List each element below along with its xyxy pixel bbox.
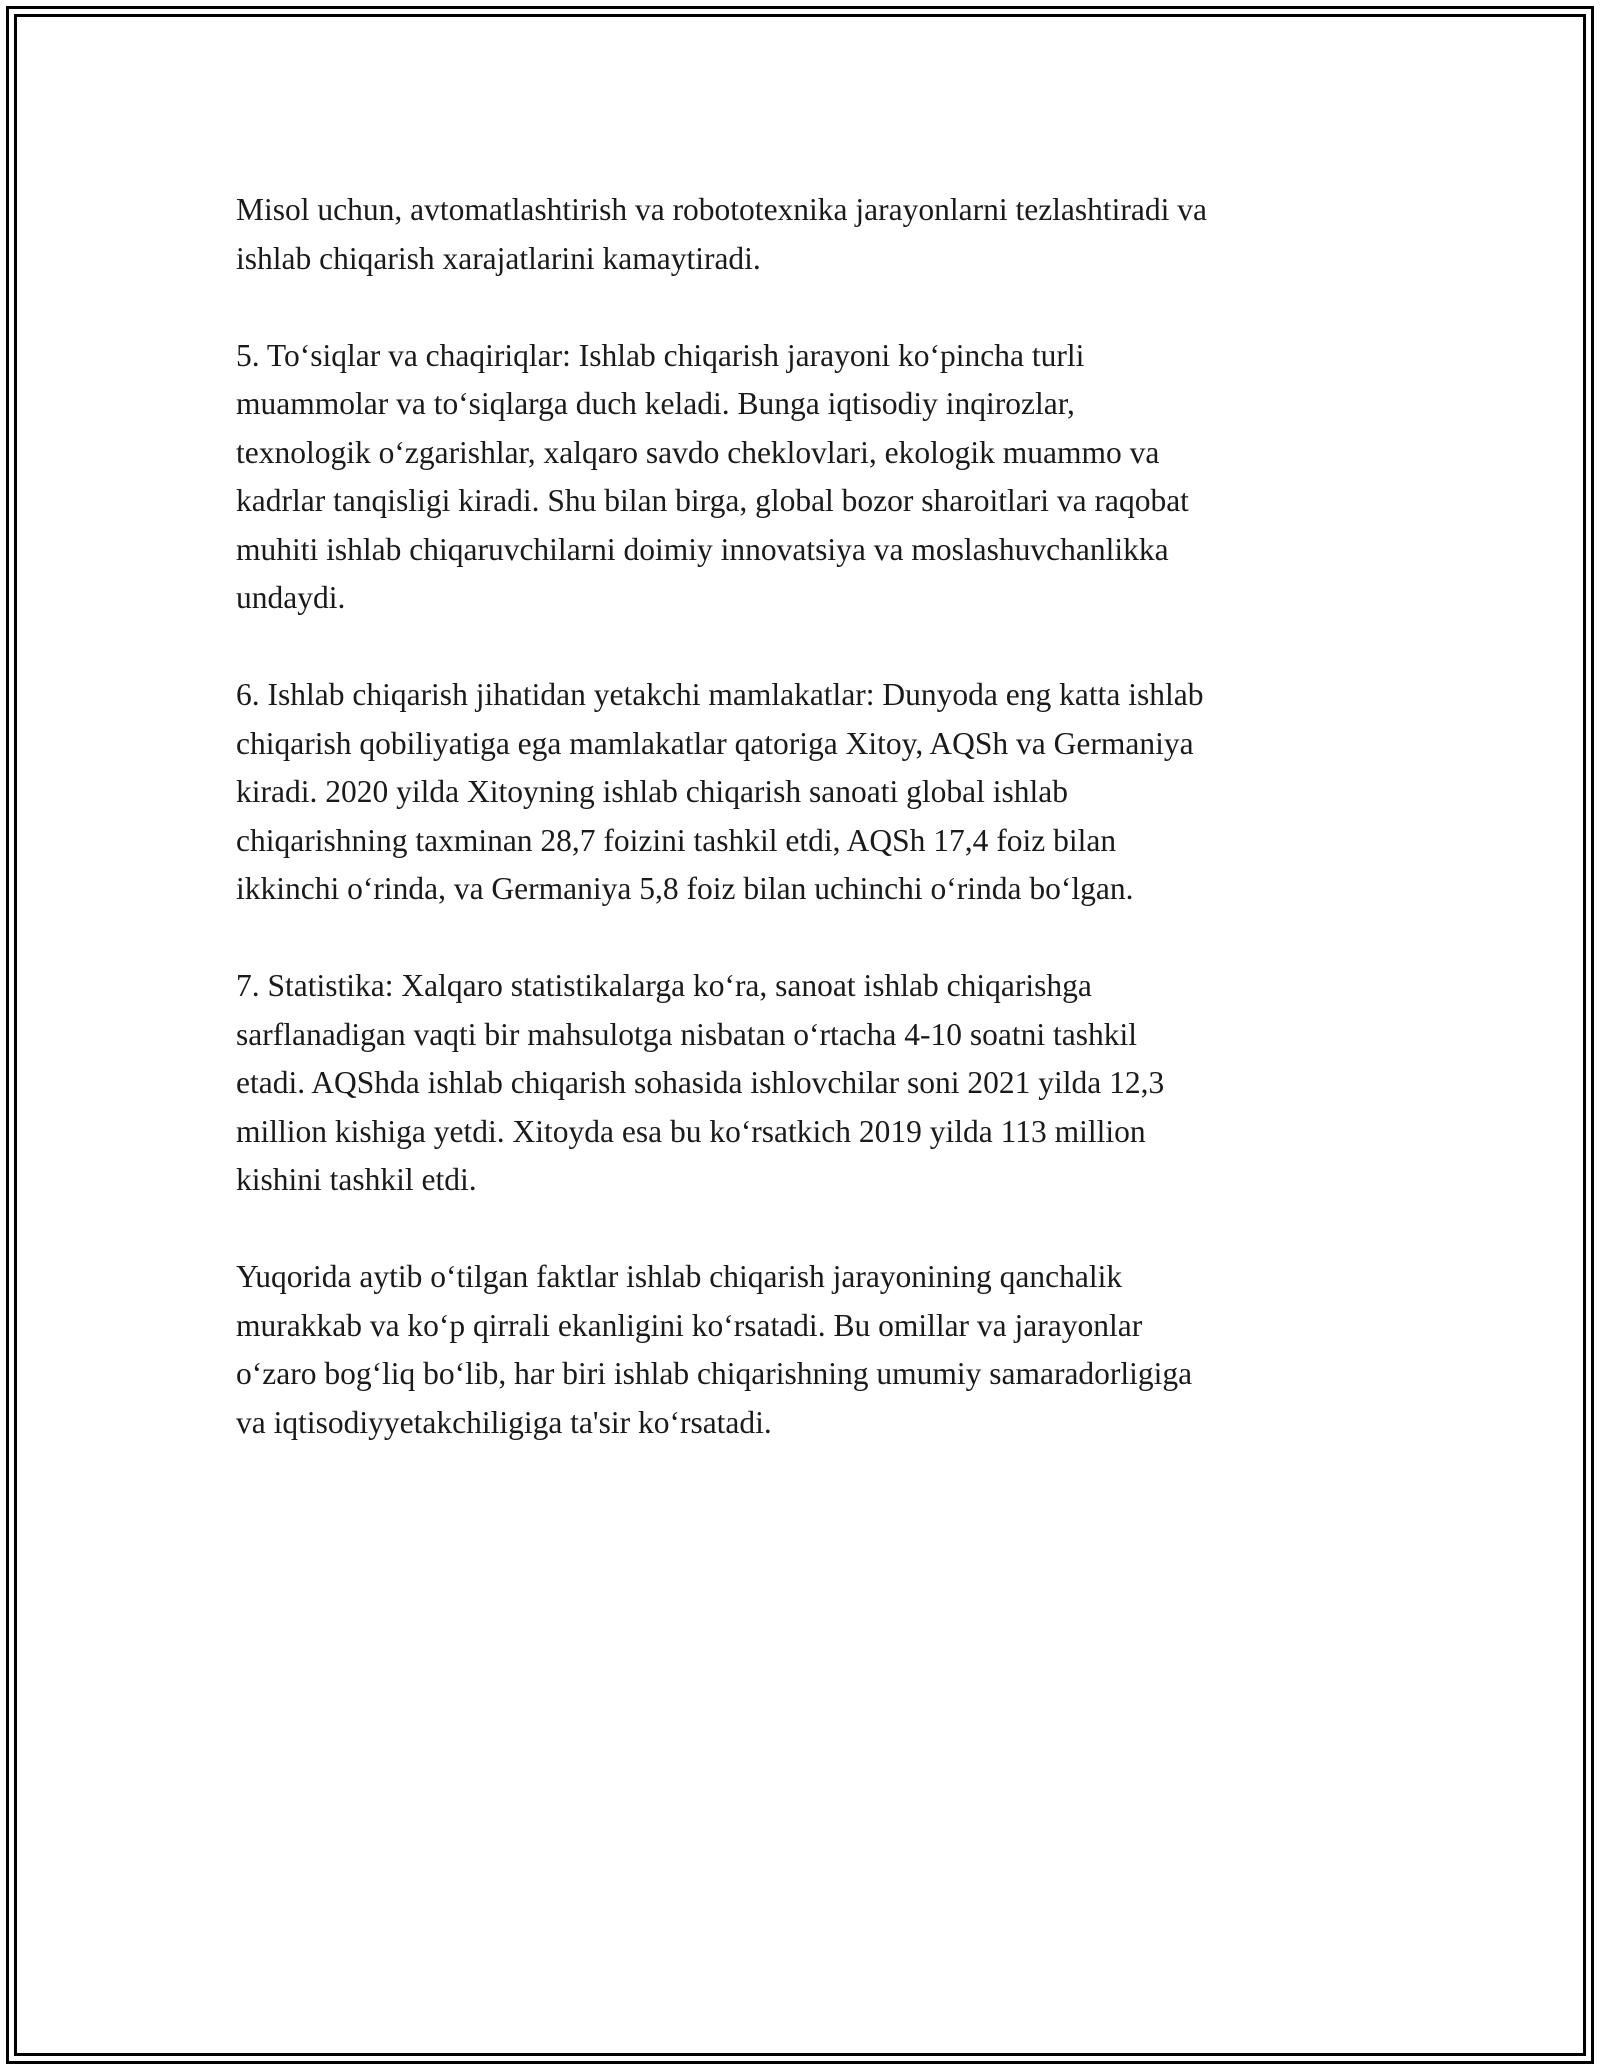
text-line: o‘zaro bog‘liq bo‘lib, har biri ishlab chiqarishning umumiy samaradorligiga (236, 1356, 1193, 1391)
text-line: 6. Ishlab chiqarish jihatidan yetakchi mamlakatlar: Dunyoda eng katta ishlab (236, 677, 1204, 712)
text-line: kadrlar tanqisligi kiradi. Shu bilan birga, global bozor sharoitlari va raqobat (236, 483, 1189, 518)
text-line: texnologik o‘zgarishlar, xalqaro savdo cheklovlari, ekologik muammo va (236, 434, 1160, 470)
text-line: etadi. AQShda ishlab chiqarish sohasida ishlovchilar soni 2021 yilda 12,3 (236, 1065, 1165, 1100)
text-line: 7. Statistika: Xalqaro statistikalarga ko‘ra, sanoat ishlab chiqarishga (236, 968, 1092, 1003)
paragraph-conclusion (236, 1253, 1386, 1447)
text-line: Misol uchun, avtomatlashtirish va robototexnika jarayonlarni tezlashtiradi va (236, 192, 1207, 227)
paragraph-obstacles (236, 332, 1386, 623)
text-line: ikkinchi o‘rinda, va Germaniya 5,8 foiz bilan uchinchi o‘rinda bo‘lgan. (236, 871, 1134, 906)
text-line: chiqarishning taxminan 28,7 foizini tashkil etdi, AQSh 17,4 foiz bilan (236, 822, 1117, 858)
document-body (236, 186, 1386, 1496)
text-line: muhiti ishlab chiqaruvchilarni doimiy innovatsiya va moslashuvchanlikka (236, 531, 1169, 567)
text-line: muammolar va to‘siqlarga duch keladi. Bunga iqtisodiy inqirozlar, (236, 386, 1075, 421)
text-line: 5. To‘siqlar va chaqiriqlar: Ishlab chiqarish jarayoni ko‘pincha turli (236, 337, 1085, 373)
text-line: Yuqorida aytib o‘tilgan faktlar ishlab chiqarish jarayonining qanchalik (236, 1259, 1123, 1294)
text-line: ishlab chiqarish xarajatlarini kamaytiradi. (236, 240, 761, 276)
text-line: million kishiga yetdi. Xitoyda esa bu ko‘rsatkich 2019 yilda 113 million (236, 1113, 1146, 1149)
text-line: sarflanadigan vaqti bir mahsulotga nisbatan o‘rtacha 4-10 soatni tashkil (236, 1016, 1137, 1052)
paragraph-leading-countries (236, 671, 1386, 914)
paragraph-statistics (236, 962, 1386, 1205)
text-line: kishini tashkil etdi. (236, 1162, 477, 1197)
text-line: chiqarish qobiliyatiga ega mamlakatlar qatoriga Xitoy, AQSh va Germaniya (236, 725, 1194, 761)
text-line: kiradi. 2020 yilda Xitoyning ishlab chiqarish sanoati global ishlab (236, 774, 1068, 809)
paragraph-intro (236, 186, 1386, 283)
text-line: va iqtisodiyyetakchiligiga ta'sir ko‘rsatadi. (236, 1404, 772, 1440)
text-line: undaydi. (236, 580, 346, 615)
text-line: murakkab va ko‘p qirrali ekanligini ko‘rsatadi. Bu omillar va jarayonlar (236, 1307, 1143, 1343)
